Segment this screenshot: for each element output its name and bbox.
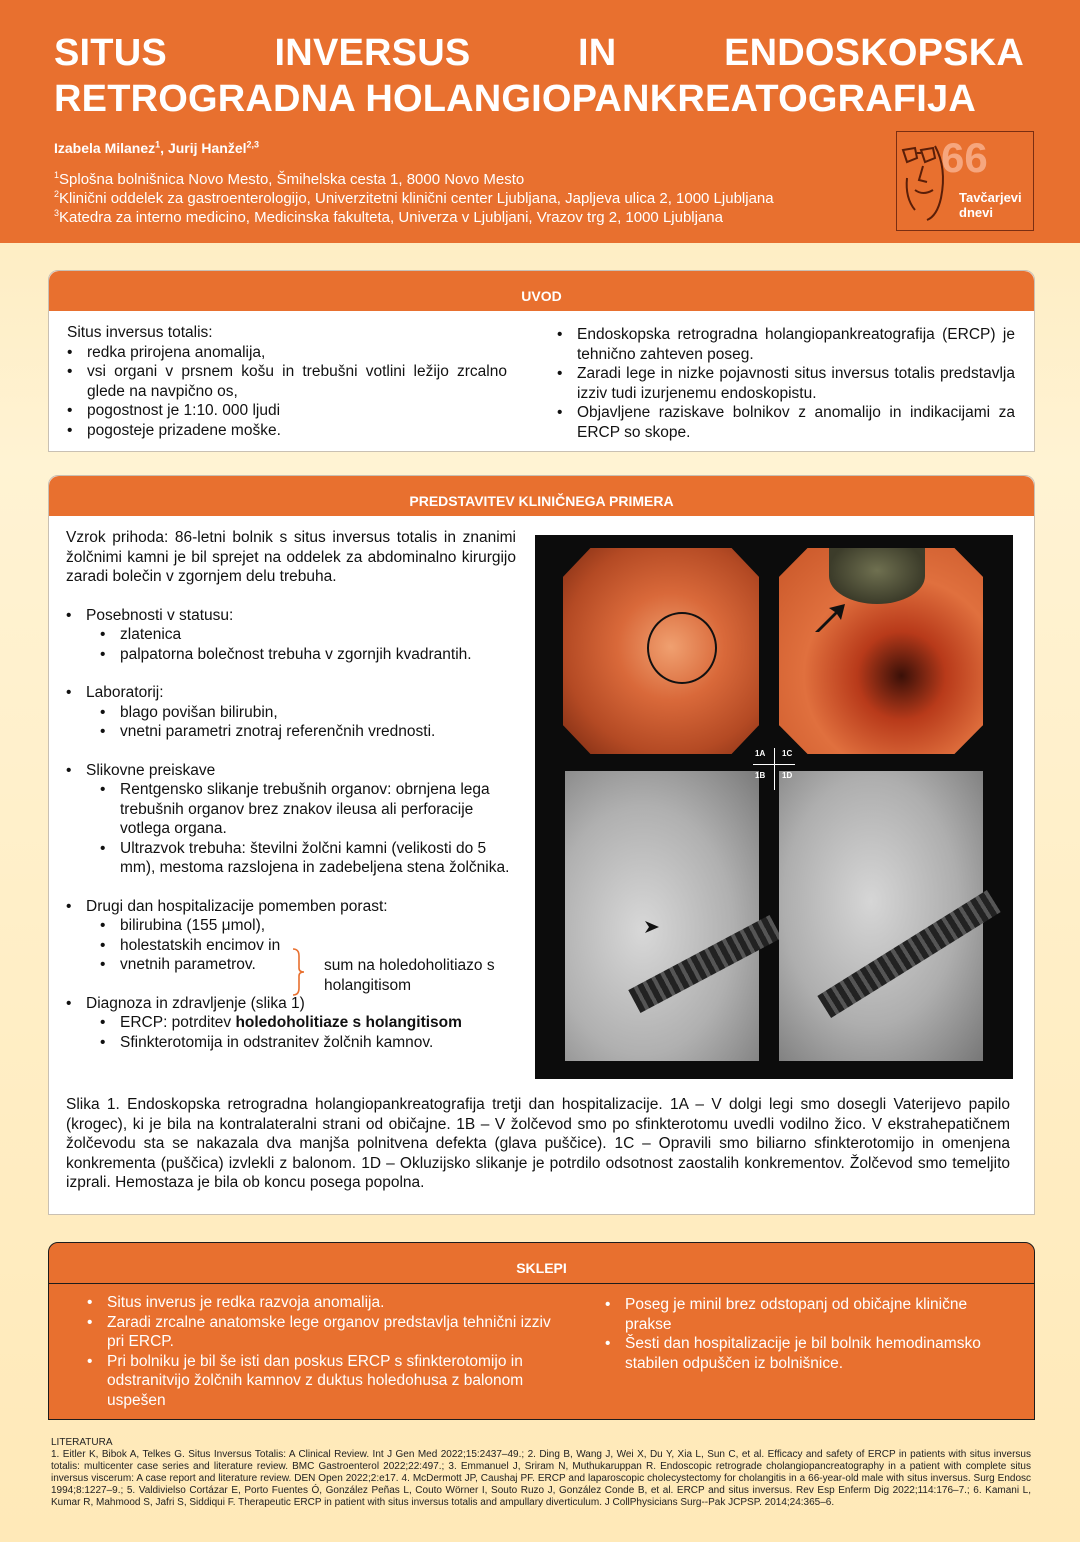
imaging-sublist [86,780,516,878]
lab-sublist [86,703,516,742]
author-1: Izabela Milanez [54,140,156,156]
list-item: • holestatskih encimov in [120,936,516,956]
lab-title: Laboratorij: [86,684,164,701]
list-item: • bilirubina (155 μmol), [120,916,516,936]
author-1-sup: 1 [155,139,161,150]
brace-icon [292,948,306,996]
sklepi-right-column [605,1295,1005,1373]
list-item: • pogosteje prizadene moške. [87,421,507,441]
logo-brand-line-2: dnevi [959,205,993,220]
sklepi-left-column [87,1293,567,1410]
conference-logo [896,131,1034,231]
endoscopy-figure [535,535,1013,1079]
imaging-title: Slikovne preiskave [86,761,216,779]
uvod-panel [48,270,1035,452]
literature [51,1437,1031,1509]
list-item: • Pri bolniku je bil še isti dan poskus ERCP s sfinkterotomijo in odstranitvijo žolčnih kamnov z duktus holedohusa z balonom uspešen [107,1352,567,1411]
affiliation-3-text: Katedra za interno medicino, Medicinska fakulteta, Univerza v Ljubljani, Vrazov trg 2, 1000 Ljubljana [59,209,723,226]
status-title: Posebnosti v statusu: [86,606,234,624]
suspicion-note: sum na holedoholitiazo s holangitisom [324,957,495,994]
list-item: • vsi organi v prsnem košu in trebušni votlini ležijo zrcalno glede na navpično os, [87,362,507,401]
endoscopic-image-1c [779,548,983,754]
list-item: • Poseg je minil brez odstopanj od običajne klinične prakse [625,1295,1005,1334]
list-item: • Zaradi zrcalne anatomske lege organov predstavlja tehnični izziv pri ERCP. [107,1313,567,1352]
list-item: • Zaradi lege in nizke pojavnosti situs inversus totalis predstavlja izziv tudi izurjenemu endoskopistu. [577,364,1015,403]
sklepi-left-list [87,1293,567,1410]
author-separator: , [160,140,168,156]
logo-brand-line-1: Tavčarjevi [959,190,1022,205]
author-2: Jurij Hanžel [167,140,247,156]
affiliations [54,170,774,227]
author-2-sup: 2,3 [246,139,260,150]
uvod-right-list [557,325,1015,442]
affiliation-1-text: Splošna bolnišnica Novo Mesto, Šmihelska cesta 1, 8000 Novo Mesto [59,171,525,188]
list-item: • Situs inverus je redka razvoja anomalija. [107,1293,567,1313]
figure-label-1d: 1D [782,771,793,780]
list-item: • Ultrazvok trebuha: številni žolčni kamni (velikosti do 5 mm), mestoma razslojena in zadebeljena stena žolčnika. [120,839,516,878]
list-item: • Sfinkterotomija in odstranitev žolčnih kamnov. [120,1033,516,1053]
affiliation-2-sup: 2 [54,189,60,199]
logo-number: 66 [941,134,988,181]
affiliation-1-sup: 1 [54,170,60,180]
list-item: • redka prirojena anomalija, [87,343,507,363]
affiliation-2 [54,189,774,208]
diagnosis-sublist [86,1013,516,1052]
figure-cross-horizontal [753,764,795,765]
day2-title: Drugi dan hospitalizacije pomemben porast: [86,897,388,915]
title-line-2: RETROGRADNA HOLANGIOPANKREATOGRAFIJA [54,78,977,120]
list-item: • pogostnost je 1:10. 000 ljudi [87,401,507,421]
list-item [86,761,516,878]
figure-caption: Slika 1. Endoskopska retrogradna holangiopankreatografija tretji dan hospitalizacije. 1A – V dolgi legi smo dosegli Vaterijevo papilo (krogec), ki je bila na kontralateralni strani od običajne. 1B – V žolčevod smo po sfinkterotomu uvedli vodilno žico. V ekstrahepatičnem žolčevodu sta se nakazala dva manjša polnitvena defekta (glava puščice). 1C – Opravili smo biliarno sfinkterotomijo in omenjena konkrementa (puščica) izvlekli z balonom. 1D – Okluzijsko slikanje je potrdilo odsotnost zaostalih konkrementov. Žolčevod smo temeljito izprali. Hemostaza je bila ob koncu posega popolna. [66,1096,1010,1191]
list-item [86,994,516,1053]
arrowhead-icon [643,919,661,935]
list-item: • vnetni parametri znotraj referenčnih vrednosti. [120,722,516,742]
list-item [86,683,516,742]
arrow-icon [813,602,847,634]
diagnosis-title: Diagnoza in zdravljenje (slika 1) [86,994,305,1012]
sklepi-right-list [605,1295,1005,1373]
uvod-right-column [557,325,1015,442]
list-item: • Rentgensko slikanje trebušnih organov: obrnjena lega trebušnih organov brez znakov ileusa ali perforacije votlega organa. [120,780,516,839]
uvod-heading: UVOD [49,271,1034,311]
list-item: • Šesti dan hospitalizacije je bil bolnik hemodinamsko stabilen odpuščen iz bolnišnice. [625,1334,1005,1373]
affiliation-1 [54,170,774,189]
diagnosis-item-prefix: ERCP: potrditev [120,1014,236,1031]
case-status [66,606,516,665]
literature-heading: LITERATURA [51,1437,113,1448]
figure-cross-vertical [774,748,775,790]
list-item: • Endoskopska retrogradna holangiopankreatografija (ERCP) je tehnično zahteven poseg. [577,325,1015,364]
case-intro: Vzrok prihoda: 86-letni bolnik s situs inversus totalis in znanimi žolčnimi kamni je bil sprejet na oddelek za abdominalno kirurgijo zaradi bolečin v zgornjem delu trebuha. [66,529,516,585]
list-item [86,606,516,665]
title-line-1: SITUS INVERSUS IN ENDOSKOPSKA [54,32,1024,74]
authors [54,140,259,156]
list-item: • Objavljene raziskave bolnikov z anomalijo in indikacijami za ERCP so skope. [577,403,1015,442]
sklepi-panel [48,1242,1035,1420]
uvod-left-column [67,323,507,440]
case-diagnosis [66,994,516,1053]
endoscopic-image-1a [563,548,759,754]
endoscope-shaft [817,890,1000,1018]
list-item: • vnetnih parametrov. [120,955,516,975]
status-sublist [86,625,516,664]
case-lab [66,683,516,742]
poster-title [54,30,1024,122]
affiliation-2-text: Klinični oddelek za gastroenterologijo, Univerzitetni klinični center Ljubljana, Japljeva ulica 2, 1000 Ljubljana [59,190,774,207]
uvod-left-list [67,343,507,441]
xray-image-1b [565,771,759,1061]
list-item: • blago povišan bilirubin, [120,703,516,723]
literature-text: 1. Eitler K, Bibok A, Telkes G. Situs Inversus Totalis: A Clinical Review. Int J Gen Med 2022;15:2437–49.; 2. Ding B, Wang J, Wei X, Du Y, Xia L, Sun C, et al. Efficacy and safety of ERCP in patients with situs inversus totalis: multicenter case series and literature review. BMC Gastroenterol 2022;22:497.; 3. Emmanuel J, Sriram N, Muthukaruppan R. Endoscopic retrograde cholangiopancreatography in a patient with complete situs inversus viscerum: A case report and literature review. DEN Open 2022;2:e17. 4. McDermott JP, Caushaj PF. ERCP and laparoscopic cholecystectomy for cholangitis in a 66-year-old male with situs inversus. Surg Endosc 1994;8:1227–9.; 5. Valdivielso Cortázar E, Porto Fuentes Ó, González Peñas L, Couto Wörner I, Souto Ruzo J, González Conde B, et al. ERCP and situs inversus. Rev Esp Enferm Dig 2022;114:176–7.; 6. Kamani L, Kumar R, Mahmood S, Jafri S, Siddiqui F. Therapeutic ERCP in patient with situs inversus totalis and ampullary diverticulum. J CollPhysicians Surg--Pak JCPSP. 2014;24:365–6. [51,1449,1031,1508]
list-item: • zlatenica [120,625,516,645]
poster-header [0,0,1080,243]
figure-label-1b: 1B [755,771,766,780]
case-heading: PREDSTAVITEV KLINIČNEGA PRIMERA [49,476,1034,516]
list-item: • palpatorna bolečnost trebuha v zgornjih kvadrantih. [120,645,516,665]
xray-image-1d [779,771,983,1061]
affiliation-3 [54,208,774,227]
list-item [120,1013,516,1033]
papilla-circle-marker [647,612,717,684]
figure-label-1a: 1A [755,749,766,758]
balloon [829,548,925,604]
affiliation-3-sup: 3 [54,208,60,218]
figure-label-1c: 1C [782,749,793,758]
sklepi-heading: SKLEPI [49,1243,1034,1284]
case-imaging [66,761,516,878]
uvod-intro: Situs inversus totalis: [67,324,213,341]
diagnosis-item-bold: holedoholitiaze s holangitisom [235,1014,462,1031]
logo-brand [959,190,1022,220]
